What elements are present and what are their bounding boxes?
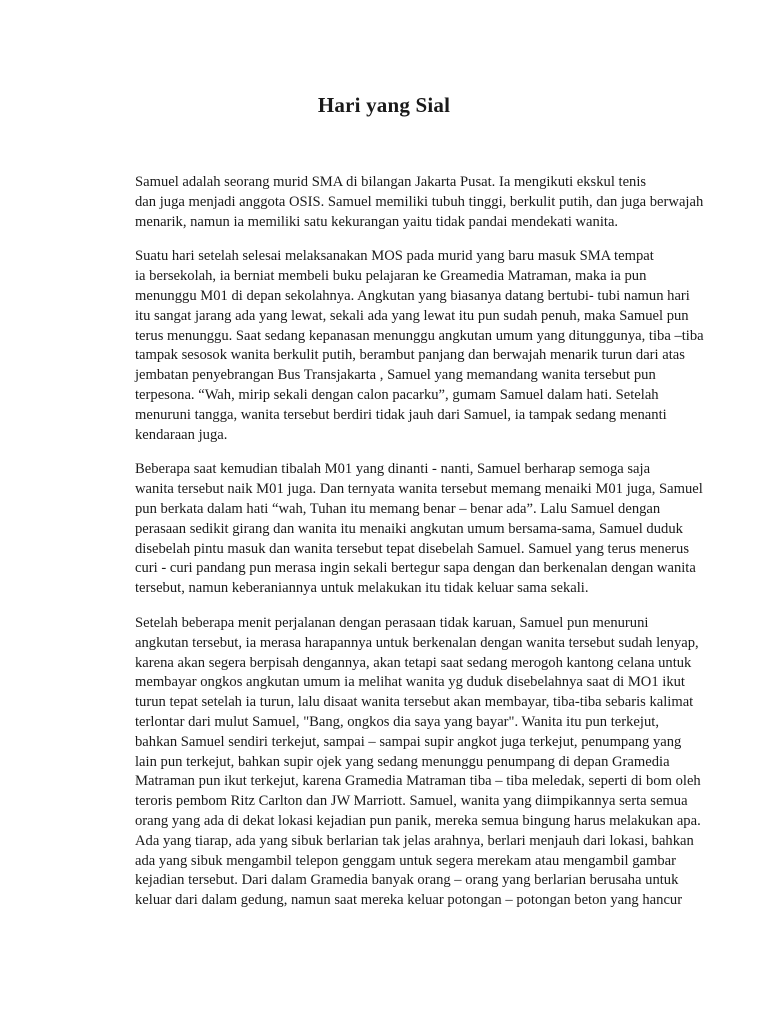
document-title: Hari yang Sial bbox=[317, 93, 451, 117]
text-line: angkutan tersebut, ia merasa harapannya untuk berkenalan dengan wanita tersebut sudah lenyap, bbox=[135, 634, 699, 651]
text-line: perasaan sedikit girang dan wanita itu menaiki angkutan umum bersama-sama, Samuel duduk bbox=[135, 520, 683, 537]
text-line: Samuel adalah seorang murid SMA di bilangan Jakarta Pusat. Ia mengikuti ekskul tenis bbox=[135, 174, 647, 190]
text-line: jembatan penyebrangan Bus Transjakarta , Samuel yang memandang wanita tersebut pun bbox=[135, 367, 656, 384]
text-line: tampak sesosok wanita berkulit putih, berambut panjang dan berwajah menarik turun dari atas bbox=[135, 347, 685, 364]
text-line: wanita tersebut naik M01 juga. Dan ternyata wanita tersebut memang menaiki M01 juga, Samuel bbox=[135, 481, 703, 498]
text-line: terlontar dari mulut Samuel, "Bang, ongkos dia saya yang bayar". Wanita itu pun terkejut, bbox=[135, 713, 659, 730]
text-line: curi - curi pandang pun merasa ingin sekali bertegur sapa dengan dan berkenalan dengan wanita bbox=[135, 560, 696, 577]
text-line: terpesona. “Wah, mirip sekali dengan calon pacarku”, gumam Samuel dalam hati. Setelah bbox=[135, 386, 659, 403]
text-line: Setelah beberapa menit perjalanan dengan perasaan tidak karuan, Samuel pun menuruni bbox=[135, 614, 649, 631]
text-line: itu sangat jarang ada yang lewat, sekali ada yang lewat itu pun sudah penuh, maka Samuel pun bbox=[135, 307, 689, 324]
text-line: membayar ongkos angkutan umum ia melihat wanita yg duduk disebelahnya saat di MO1 ikut bbox=[135, 674, 685, 691]
text-line: menarik, namun ia memiliki satu kekurangan yaitu tidak pandai mendekati wanita. bbox=[135, 213, 619, 230]
text-line: terus menunggu. Saat sedang kepanasan menunggu angkutan umum yang ditunggunya, tiba –tiba bbox=[135, 327, 704, 344]
text-line: kendaraan juga. bbox=[135, 426, 228, 443]
text-line: disebelah pintu masuk dan wanita tersebut tepat disebelah Samuel. Samuel yang terus menerus bbox=[135, 540, 690, 557]
text-line: lain pun terkejut, bahkan supir ojek yang sedang menunggu penumpang di depan Gramedia bbox=[135, 753, 670, 770]
text-line: dan juga menjadi anggota OSIS. Samuel memiliki tubuh tinggi, berkulit putih, dan juga berwajah bbox=[135, 193, 704, 210]
text-line: Beberapa saat kemudian tibalah M01 yang dinanti - nanti, Samuel berharap semoga saja bbox=[135, 461, 651, 478]
text-line: karena akan segera berpisah dengannya, akan tetapi saat sedang merogoh kantong celana untuk bbox=[135, 654, 692, 671]
paragraph-1 bbox=[91, 173, 704, 232]
text-line: Ada yang tiarap, ada yang sibuk berlarian tak jelas arahnya, berlari menjauh dari lokasi, bahkan bbox=[135, 832, 694, 849]
text-line: Matraman pun ikut terkejut, karena Gramedia Matraman tiba – tiba meledak, seperti di bom oleh bbox=[135, 773, 701, 790]
paragraph-4 bbox=[91, 614, 701, 911]
paragraph-3 bbox=[91, 460, 703, 599]
text-line: ia bersekolah, ia berniat membeli buku pelajaran ke Greamedia Matraman, maka ia pun bbox=[135, 268, 647, 285]
text-line: pun berkata dalam hati “wah, Tuhan itu memang benar – benar ada”. Lalu Samuel dengan bbox=[135, 500, 661, 517]
text-line: kejadian tersebut. Dari dalam Gramedia banyak orang – orang yang berlarian berusaha untuk bbox=[135, 872, 679, 889]
text-line: bahkan Samuel sendiri terkejut, sampai – sampai supir angkot juga terkejut, penumpang yang bbox=[135, 733, 682, 750]
text-line: menuruni tangga, wanita tersebut berdiri tidak jauh dari Samuel, ia tampak sedang menanti bbox=[135, 406, 667, 423]
text-line: menunggu M01 di depan sekolahnya. Angkutan yang biasanya datang bertubi- tubi namun hari bbox=[135, 287, 690, 304]
text-line: keluar dari dalam gedung, namun saat mereka keluar potongan – potongan beton yang hancur bbox=[135, 892, 683, 909]
paragraph-2 bbox=[91, 247, 704, 445]
text-line: turun tepat setelah ia turun, lalu disaat wanita tersebut akan membayar, tiba-tiba sebaris kalimat bbox=[135, 694, 694, 711]
text-line: ada yang sibuk mengambil telepon genggam untuk segera merekam atau mengambil gambar bbox=[135, 852, 677, 869]
text-line: Suatu hari setelah selesai melaksanakan MOS pada murid yang baru masuk SMA tempat bbox=[135, 248, 654, 265]
text-line: orang yang ada di dekat lokasi kejadian pun panik, mereka semua bingung harus melakukan apa. bbox=[135, 812, 701, 829]
text-line: tersebut, namun keberaniannya untuk melakukan itu tidak keluar sama sekali. bbox=[135, 580, 589, 597]
text-line: teroris pembom Ritz Carlton dan JW Marriott. Samuel, wanita yang diimpikannya serta semua bbox=[135, 793, 688, 810]
document-body bbox=[91, 173, 704, 926]
